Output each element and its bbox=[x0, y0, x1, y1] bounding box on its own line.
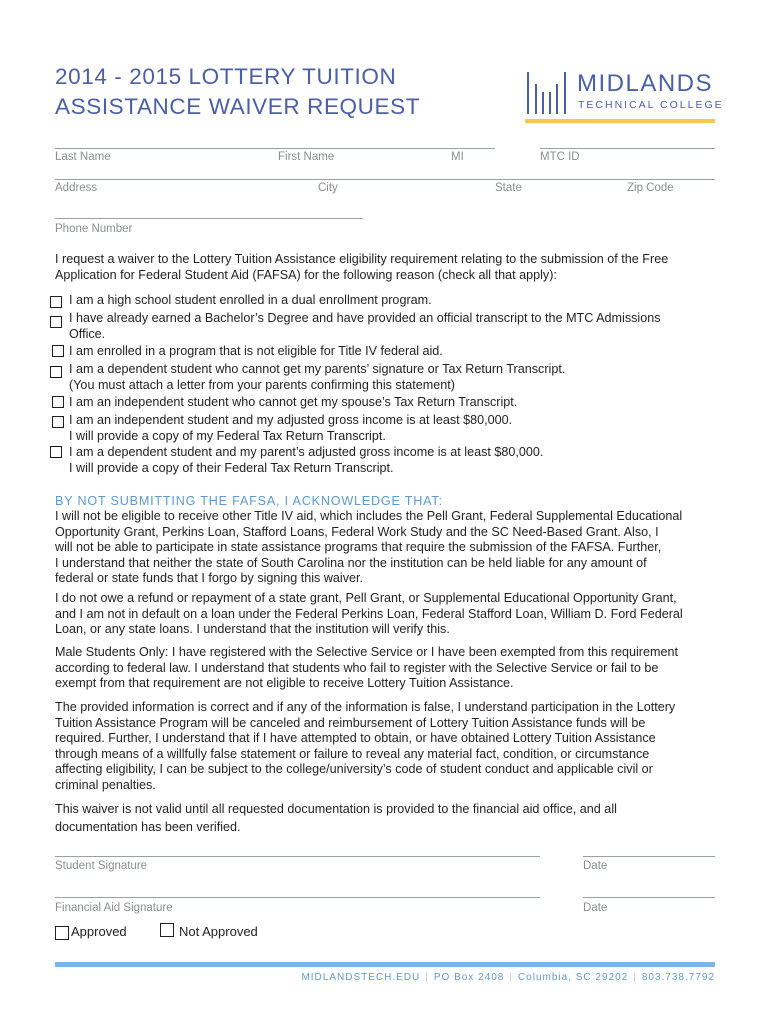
option-label-5: I am an independent student who cannot get my spouse’s Tax Return Transcript. bbox=[69, 395, 518, 409]
footer-website: MIDLANDSTECH.EDU bbox=[301, 972, 421, 983]
footer-rule bbox=[55, 962, 715, 967]
student-signature-label: Student Signature bbox=[55, 860, 148, 872]
city-label: City bbox=[318, 182, 338, 194]
financial-aid-date-line[interactable] bbox=[583, 897, 715, 898]
option-label-2: I have already earned a Bachelor’s Degree and have provided an official transcript to the MTC Admissions Office. bbox=[69, 311, 661, 341]
last-name-label: Last Name bbox=[55, 151, 111, 163]
acknowledge-heading: BY NOT SUBMITTING THE FAFSA, I ACKNOWLEDGE THAT: bbox=[55, 494, 443, 508]
phone-number-label: Phone Number bbox=[55, 223, 133, 235]
footer-contact: MIDLANDSTECH.EDU | PO Box 2408 | Columbia, SC 29202 | 803.738.7792 bbox=[301, 972, 715, 983]
option-label-3: I am enrolled in a program that is not eligible for Title IV federal aid. bbox=[69, 344, 443, 358]
zip-code-label: Zip Code bbox=[627, 182, 674, 194]
option-label-1: I am a high school student enrolled in a dual enrollment program. bbox=[69, 293, 432, 307]
page-title bbox=[55, 62, 475, 122]
footer-city: Columbia, SC 29202 bbox=[517, 972, 629, 983]
midlands-logo-icon bbox=[526, 70, 570, 116]
student-date-line[interactable] bbox=[583, 856, 715, 857]
option-label-7: I am a dependent student and my parent’s adjusted gross income is at least $80,000. I will provide a copy of their Federal Tax Return Transcript. bbox=[69, 445, 544, 475]
first-name-label: First Name bbox=[278, 151, 335, 163]
option-checkbox-6[interactable] bbox=[52, 416, 64, 428]
intro-text: I request a waiver to the Lottery Tuition Assistance eligibility requirement relating to the submission of the Free Application for Federal Student Aid (FAFSA) for the following reason (check all that apply): bbox=[55, 252, 669, 282]
acknowledge-paragraph-3: Male Students Only: I have registered with the Selective Service or I have been exempted from this requirement according to federal law. I understand that students who fail to register with the Selective Service or fail to be exempt from that requirement are not eligible to receive Lottery Tuition Assistance. bbox=[55, 645, 679, 690]
logo-name: MIDLANDS bbox=[577, 70, 714, 97]
mi-label: MI bbox=[451, 151, 464, 163]
logo-subtitle: TECHNICAL COLLEGE bbox=[578, 99, 724, 111]
header-accent-rule bbox=[525, 119, 715, 123]
mtc-id-field-line[interactable] bbox=[540, 148, 715, 149]
option-checkbox-3[interactable] bbox=[52, 345, 64, 357]
acknowledge-paragraph-2: I do not owe a refund or repayment of a state grant, Pell Grant, or Supplemental Educational Opportunity Grant, and I am not in default on a loan under the Federal Perkins Loan, Federal Stafford Loan, William D. Ford Federal Loan, or any state loans. I understand that the institution will verify this. bbox=[55, 591, 683, 636]
mtc-id-label: MTC ID bbox=[540, 151, 580, 163]
option-checkbox-4[interactable] bbox=[50, 366, 62, 378]
footer-po-box: PO Box 2408 bbox=[433, 972, 505, 983]
phone-field-line[interactable] bbox=[55, 218, 363, 219]
option-label-4: I am a dependent student who cannot get my parents’ signature or Tax Return Transcript. (You must attach a letter from your parents confirming this statement) bbox=[69, 362, 566, 392]
state-label: State bbox=[495, 182, 522, 194]
address-label: Address bbox=[55, 182, 98, 194]
student-date-label: Date bbox=[583, 860, 608, 872]
financial-aid-date-label: Date bbox=[583, 902, 608, 914]
address-field-line[interactable] bbox=[55, 179, 715, 180]
option-checkbox-2[interactable] bbox=[50, 316, 62, 328]
footer-phone: 803.738.7792 bbox=[641, 972, 715, 983]
acknowledge-paragraph-4: The provided information is correct and if any of the information is false, I understand participation in the Lottery Tuition Assistance Program will be canceled and reimbursement of Lottery Tuition Assistance funds will be required. Further, I understand that if I have attempted to obtain, or have obtained Lottery Tuition Assistance through means of a willfully false statement or failure to reveal any material fact, condition, or circumstance affecting eligibility, I can be subject to the college/university’s code of student conduct and applicable civil or criminal penalties. bbox=[55, 700, 676, 792]
title-line-2: ASSISTANCE WAIVER REQUEST bbox=[55, 94, 421, 119]
acknowledge-paragraph-5: This waiver is not valid until all requested documentation is provided to the financial aid office, and all documentation has been verified. bbox=[55, 802, 617, 834]
title-line-1: 2014 - 2015 LOTTERY TUITION bbox=[55, 64, 397, 89]
not-approved-checkbox[interactable] bbox=[160, 923, 174, 937]
option-checkbox-7[interactable] bbox=[50, 446, 62, 458]
name-field-line[interactable] bbox=[55, 148, 495, 149]
financial-aid-signature-line[interactable] bbox=[55, 897, 540, 898]
acknowledge-paragraph-1: I will not be eligible to receive other Title IV aid, which includes the Pell Grant, Federal Supplemental Educational Opportunity Grant, Perkins Loan, Stafford Loans, Federal Work Study and the SC Need-Based Grant. Also, I will not be able to participate in state assistance programs that require the submission of the FAFSA. Further, I understand that neither the state of South Carolina nor the institution can be held liable for any amount of federal or state funds that I forgo by signing this waiver. bbox=[55, 509, 683, 585]
approved-label: Approved bbox=[71, 924, 127, 939]
option-checkbox-1[interactable] bbox=[50, 296, 62, 308]
option-checkbox-5[interactable] bbox=[52, 396, 64, 408]
not-approved-label: Not Approved bbox=[179, 924, 258, 939]
option-label-6: I am an independent student and my adjusted gross income is at least $80,000. I will provide a copy of my Federal Tax Return Transcript. bbox=[69, 413, 513, 443]
student-signature-line[interactable] bbox=[55, 856, 540, 857]
financial-aid-signature-label: Financial Aid Signature bbox=[55, 902, 173, 914]
approved-checkbox[interactable] bbox=[55, 926, 69, 940]
